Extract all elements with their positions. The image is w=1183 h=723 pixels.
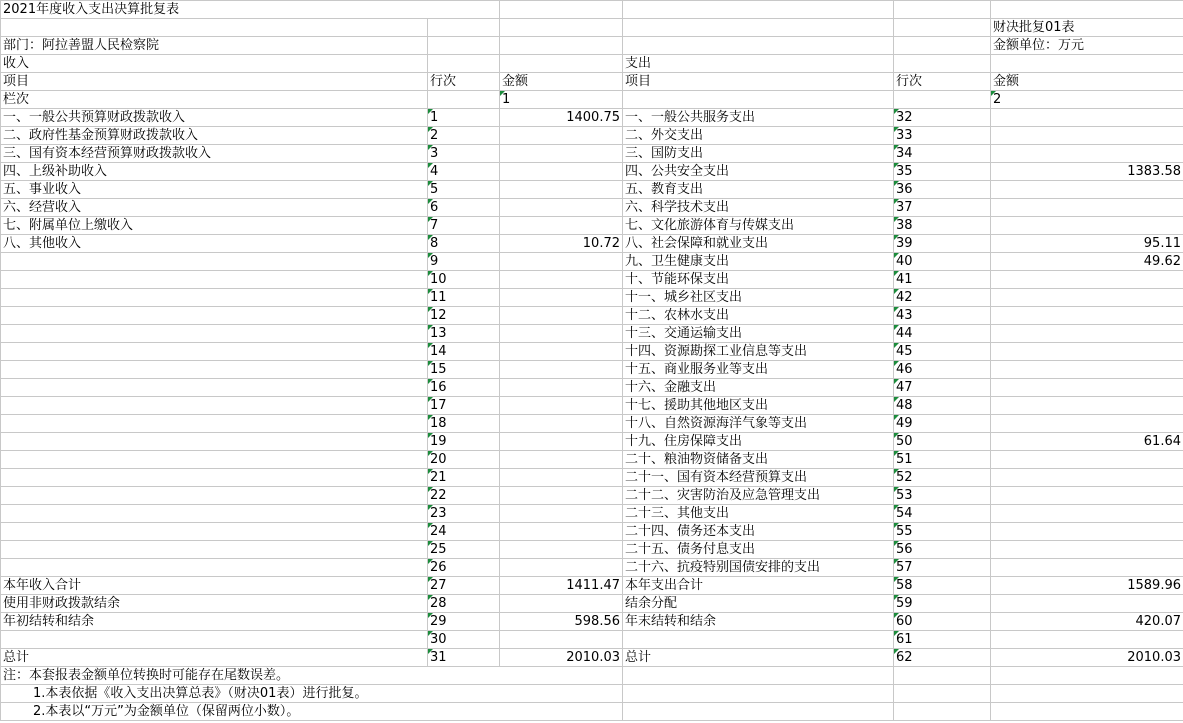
expense-item-cell[interactable]: 十、节能环保支出 [623, 271, 894, 289]
income-line-cell[interactable]: 4 [428, 163, 500, 181]
income-item-cell[interactable] [1, 631, 428, 649]
expense-line-cell[interactable]: 33 [894, 127, 991, 145]
income-line-cell[interactable]: 21 [428, 469, 500, 487]
income-item-cell[interactable] [1, 253, 428, 271]
income-item-cell[interactable] [1, 415, 428, 433]
expense-item-cell[interactable]: 八、社会保障和就业支出 [623, 235, 894, 253]
income-amount-cell[interactable] [500, 325, 623, 343]
income-line-cell[interactable]: 16 [428, 379, 500, 397]
expense-amount-cell[interactable]: 61.64 [991, 433, 1183, 451]
expense-item-cell[interactable]: 二十三、其他支出 [623, 505, 894, 523]
unit-label[interactable]: 金额单位：万元 [991, 37, 1183, 55]
expense-line-cell[interactable]: 51 [894, 451, 991, 469]
income-item-cell[interactable] [1, 559, 428, 577]
income-amount-cell[interactable] [500, 361, 623, 379]
income-amount-cell[interactable]: 10.72 [500, 235, 623, 253]
expense-item-cell[interactable]: 结余分配 [623, 595, 894, 613]
income-item-cell[interactable]: 五、事业收入 [1, 181, 428, 199]
expense-item-cell[interactable]: 二十六、抗疫特别国债安排的支出 [623, 559, 894, 577]
income-line-cell[interactable]: 22 [428, 487, 500, 505]
table-row [1, 523, 1183, 541]
table-row [1, 415, 1183, 433]
expense-amount-cell[interactable] [991, 109, 1183, 127]
expense-amount-cell[interactable] [991, 343, 1183, 361]
expense-line-cell[interactable]: 39 [894, 235, 991, 253]
table-row [1, 397, 1183, 415]
expense-amount-cell[interactable]: 49.62 [991, 253, 1183, 271]
income-item-cell[interactable] [1, 541, 428, 559]
income-line-cell[interactable]: 20 [428, 451, 500, 469]
income-line-cell[interactable]: 9 [428, 253, 500, 271]
income-line-cell[interactable]: 14 [428, 343, 500, 361]
expense-line-cell[interactable]: 62 [894, 649, 991, 667]
table-row [1, 433, 1183, 451]
income-amount-cell[interactable] [500, 415, 623, 433]
income-amount-cell[interactable] [500, 181, 623, 199]
expense-item-cell[interactable]: 十三、交通运输支出 [623, 325, 894, 343]
note-empty-cell[interactable] [894, 667, 991, 685]
expense-amount-cell[interactable] [991, 505, 1183, 523]
table-row [1, 361, 1183, 379]
income-amount-cell[interactable] [500, 595, 623, 613]
expense-amount-cell[interactable] [991, 487, 1183, 505]
income-line-cell[interactable]: 18 [428, 415, 500, 433]
expense-amount-cell[interactable] [991, 451, 1183, 469]
income-item-cell[interactable]: 二、政府性基金预算财政拨款收入 [1, 127, 428, 145]
expense-item-cell[interactable]: 年末结转和结余 [623, 613, 894, 631]
expense-item-cell[interactable]: 二十一、国有资本经营预算支出 [623, 469, 894, 487]
department-label[interactable]: 部门：阿拉善盟人民检察院 [1, 37, 428, 55]
income-line-cell[interactable]: 19 [428, 433, 500, 451]
note-empty-cell[interactable] [991, 667, 1183, 685]
table-row [1, 217, 1183, 235]
table-code[interactable]: 财决批复01表 [991, 19, 1183, 37]
income-line-header[interactable]: 行次 [428, 73, 500, 91]
income-amount-cell[interactable] [500, 307, 623, 325]
expense-line-cell[interactable]: 41 [894, 271, 991, 289]
expense-item-header[interactable]: 项目 [623, 73, 894, 91]
expense-amount-cell[interactable] [991, 127, 1183, 145]
expense-line-cell[interactable]: 43 [894, 307, 991, 325]
column-index-row [1, 91, 1183, 109]
income-amount-cell[interactable] [500, 451, 623, 469]
income-item-cell[interactable]: 本年收入合计 [1, 577, 428, 595]
expense-line-cell[interactable]: 36 [894, 181, 991, 199]
income-item-cell[interactable]: 使用非财政拨款结余 [1, 595, 428, 613]
note-empty-cell[interactable] [894, 703, 991, 721]
expense-line-cell[interactable]: 45 [894, 343, 991, 361]
note-empty-cell[interactable] [991, 685, 1183, 703]
expense-amount-cell[interactable] [991, 415, 1183, 433]
expense-line-cell[interactable]: 35 [894, 163, 991, 181]
note-empty-cell[interactable] [623, 685, 894, 703]
income-line-cell[interactable]: 29 [428, 613, 500, 631]
income-amount-header[interactable]: 金额 [500, 73, 623, 91]
expense-item-cell[interactable]: 二十五、债务付息支出 [623, 541, 894, 559]
income-item-cell[interactable] [1, 307, 428, 325]
expense-amount-cell[interactable]: 420.07 [991, 613, 1183, 631]
expense-item-cell[interactable]: 二十、粮油物资储备支出 [623, 451, 894, 469]
income-item-cell[interactable]: 总计 [1, 649, 428, 667]
income-amount-cell[interactable]: 1400.75 [500, 109, 623, 127]
table-row [1, 271, 1183, 289]
income-line-cell[interactable]: 23 [428, 505, 500, 523]
expense-line-cell[interactable]: 34 [894, 145, 991, 163]
expense-item-cell[interactable]: 十六、金融支出 [623, 379, 894, 397]
expense-amount-cell[interactable] [991, 379, 1183, 397]
expense-item-cell[interactable]: 五、教育支出 [623, 181, 894, 199]
expense-amount-cell[interactable] [991, 541, 1183, 559]
income-amount-cell[interactable] [500, 541, 623, 559]
table-row [1, 649, 1183, 667]
income-item-cell[interactable] [1, 397, 428, 415]
income-item-cell[interactable] [1, 325, 428, 343]
income-item-cell[interactable] [1, 523, 428, 541]
expense-item-cell[interactable]: 十九、住房保障支出 [623, 433, 894, 451]
income-item-cell[interactable]: 七、附属单位上缴收入 [1, 217, 428, 235]
table-row [1, 199, 1183, 217]
income-line-cell[interactable]: 7 [428, 217, 500, 235]
expense-line-cell[interactable]: 40 [894, 253, 991, 271]
expense-item-cell[interactable]: 十八、自然资源海洋气象等支出 [623, 415, 894, 433]
note-row [1, 703, 1183, 721]
expense-column-index[interactable]: 2 [991, 91, 1183, 109]
income-item-cell[interactable] [1, 487, 428, 505]
income-section-label[interactable]: 收入 [1, 55, 428, 73]
expense-line-cell[interactable]: 38 [894, 217, 991, 235]
expense-line-cell[interactable]: 47 [894, 379, 991, 397]
income-amount-cell[interactable] [500, 253, 623, 271]
income-item-cell[interactable]: 年初结转和结余 [1, 613, 428, 631]
expense-line-cell[interactable]: 59 [894, 595, 991, 613]
expense-line-cell[interactable]: 53 [894, 487, 991, 505]
table-row [1, 181, 1183, 199]
income-item-cell[interactable] [1, 379, 428, 397]
expense-amount-cell[interactable]: 1383.58 [991, 163, 1183, 181]
expense-line-cell[interactable]: 60 [894, 613, 991, 631]
income-amount-cell[interactable] [500, 469, 623, 487]
income-amount-cell[interactable] [500, 379, 623, 397]
column-index-label[interactable]: 栏次 [1, 91, 428, 109]
income-item-cell[interactable]: 三、国有资本经营预算财政拨款收入 [1, 145, 428, 163]
expense-line-cell[interactable]: 55 [894, 523, 991, 541]
expense-amount-cell[interactable] [991, 325, 1183, 343]
expense-line-cell[interactable]: 61 [894, 631, 991, 649]
expense-item-cell[interactable]: 十五、商业服务业等支出 [623, 361, 894, 379]
expense-amount-cell[interactable] [991, 199, 1183, 217]
income-item-cell[interactable] [1, 271, 428, 289]
table-row [1, 325, 1183, 343]
income-amount-cell[interactable] [500, 199, 623, 217]
expense-amount-cell[interactable] [991, 595, 1183, 613]
table-row [1, 163, 1183, 181]
note-text[interactable]: 2.本表以“万元”为金额单位（保留两位小数）。 [1, 703, 623, 721]
expense-amount-cell[interactable] [991, 523, 1183, 541]
income-line-cell[interactable]: 3 [428, 145, 500, 163]
income-line-cell[interactable]: 26 [428, 559, 500, 577]
table-row [1, 307, 1183, 325]
expense-line-cell[interactable]: 58 [894, 577, 991, 595]
income-line-cell[interactable]: 13 [428, 325, 500, 343]
expense-item-cell[interactable]: 二十四、债务还本支出 [623, 523, 894, 541]
income-amount-cell[interactable] [500, 127, 623, 145]
note-text[interactable]: 1.本表依据《收入支出决算总表》（财决01表）进行批复。 [1, 685, 623, 703]
expense-line-cell[interactable]: 32 [894, 109, 991, 127]
expense-item-cell[interactable]: 二、外交支出 [623, 127, 894, 145]
income-amount-cell[interactable] [500, 163, 623, 181]
income-line-cell[interactable]: 8 [428, 235, 500, 253]
expense-amount-cell[interactable] [991, 271, 1183, 289]
table-row [1, 235, 1183, 253]
income-item-cell[interactable] [1, 289, 428, 307]
expense-item-cell[interactable]: 总计 [623, 649, 894, 667]
income-line-cell[interactable]: 1 [428, 109, 500, 127]
expense-amount-cell[interactable] [991, 397, 1183, 415]
income-item-cell[interactable] [1, 505, 428, 523]
expense-line-cell[interactable]: 46 [894, 361, 991, 379]
expense-amount-cell[interactable] [991, 307, 1183, 325]
table-row [1, 505, 1183, 523]
income-line-cell[interactable]: 24 [428, 523, 500, 541]
sheet-title[interactable]: 2021年度收入支出决算批复表 [1, 1, 500, 19]
expense-item-cell[interactable]: 一、一般公共服务支出 [623, 109, 894, 127]
income-line-cell[interactable]: 2 [428, 127, 500, 145]
expense-amount-header[interactable]: 金额 [991, 73, 1183, 91]
expense-item-cell[interactable]: 六、科学技术支出 [623, 199, 894, 217]
income-amount-cell[interactable]: 598.56 [500, 613, 623, 631]
income-amount-cell[interactable]: 1411.47 [500, 577, 623, 595]
expense-amount-cell[interactable] [991, 361, 1183, 379]
expense-amount-cell[interactable]: 95.11 [991, 235, 1183, 253]
income-line-cell[interactable]: 12 [428, 307, 500, 325]
income-column-index[interactable]: 1 [500, 91, 623, 109]
table-row [1, 253, 1183, 271]
income-amount-cell[interactable] [500, 217, 623, 235]
income-amount-cell[interactable] [500, 145, 623, 163]
income-amount-cell[interactable] [500, 487, 623, 505]
income-item-cell[interactable]: 一、一般公共预算财政拨款收入 [1, 109, 428, 127]
income-item-cell[interactable]: 六、经营收入 [1, 199, 428, 217]
expense-item-cell[interactable]: 本年支出合计 [623, 577, 894, 595]
expense-item-cell[interactable]: 十二、农林水支出 [623, 307, 894, 325]
expense-amount-cell[interactable] [991, 217, 1183, 235]
expense-line-cell[interactable]: 54 [894, 505, 991, 523]
income-amount-cell[interactable]: 2010.03 [500, 649, 623, 667]
table-row [1, 109, 1183, 127]
note-row [1, 685, 1183, 703]
table-row [1, 595, 1183, 613]
table-row [1, 145, 1183, 163]
expense-item-cell[interactable]: 九、卫生健康支出 [623, 253, 894, 271]
note-text[interactable]: 注：本套报表金额单位转换时可能存在尾数误差。 [1, 667, 623, 685]
expense-line-cell[interactable]: 48 [894, 397, 991, 415]
table-row [1, 379, 1183, 397]
expense-item-cell[interactable]: 十四、资源勘探工业信息等支出 [623, 343, 894, 361]
income-line-cell[interactable]: 10 [428, 271, 500, 289]
income-line-cell[interactable]: 30 [428, 631, 500, 649]
expense-amount-cell[interactable] [991, 469, 1183, 487]
income-item-cell[interactable] [1, 469, 428, 487]
income-item-cell[interactable] [1, 451, 428, 469]
income-line-cell[interactable]: 27 [428, 577, 500, 595]
expense-line-header[interactable]: 行次 [894, 73, 991, 91]
table-row [1, 541, 1183, 559]
expense-amount-cell[interactable] [991, 289, 1183, 307]
income-line-cell[interactable]: 25 [428, 541, 500, 559]
table-row [1, 289, 1183, 307]
header-row [1, 73, 1183, 91]
income-line-cell[interactable]: 28 [428, 595, 500, 613]
section-row [1, 55, 1183, 73]
table-row [1, 577, 1183, 595]
income-line-cell[interactable]: 5 [428, 181, 500, 199]
income-line-cell[interactable]: 6 [428, 199, 500, 217]
title-row [1, 1, 1183, 19]
expense-line-cell[interactable]: 56 [894, 541, 991, 559]
expense-line-cell[interactable]: 44 [894, 325, 991, 343]
expense-line-cell[interactable]: 50 [894, 433, 991, 451]
table-row [1, 469, 1183, 487]
expense-item-cell[interactable] [623, 631, 894, 649]
income-item-cell[interactable] [1, 361, 428, 379]
income-amount-cell[interactable] [500, 343, 623, 361]
expense-amount-cell[interactable] [991, 145, 1183, 163]
expense-item-cell[interactable]: 十一、城乡社区支出 [623, 289, 894, 307]
income-item-cell[interactable] [1, 433, 428, 451]
table-row [1, 127, 1183, 145]
expense-line-cell[interactable]: 57 [894, 559, 991, 577]
income-amount-cell[interactable] [500, 631, 623, 649]
income-amount-cell[interactable] [500, 271, 623, 289]
table-row [1, 559, 1183, 577]
table-row [1, 343, 1183, 361]
income-item-cell[interactable]: 八、其他收入 [1, 235, 428, 253]
expense-item-cell[interactable]: 四、公共安全支出 [623, 163, 894, 181]
table-row [1, 613, 1183, 631]
income-line-cell[interactable]: 11 [428, 289, 500, 307]
expense-line-cell[interactable]: 49 [894, 415, 991, 433]
income-item-header[interactable]: 项目 [1, 73, 428, 91]
income-amount-cell[interactable] [500, 289, 623, 307]
income-amount-cell[interactable] [500, 523, 623, 541]
expense-item-cell[interactable]: 二十二、灾害防治及应急管理支出 [623, 487, 894, 505]
income-line-cell[interactable]: 17 [428, 397, 500, 415]
expense-amount-cell[interactable] [991, 559, 1183, 577]
expense-line-cell[interactable]: 52 [894, 469, 991, 487]
expense-amount-cell[interactable]: 1589.96 [991, 577, 1183, 595]
income-item-cell[interactable]: 四、上级补助收入 [1, 163, 428, 181]
note-empty-cell[interactable] [894, 685, 991, 703]
note-row [1, 667, 1183, 685]
income-line-cell[interactable]: 15 [428, 361, 500, 379]
expense-amount-cell[interactable] [991, 181, 1183, 199]
table-row [1, 451, 1183, 469]
expense-section-label[interactable]: 支出 [623, 55, 894, 73]
income-amount-cell[interactable] [500, 505, 623, 523]
department-row [1, 37, 1183, 55]
table-row [1, 631, 1183, 649]
table-row [1, 487, 1183, 505]
note-empty-cell[interactable] [991, 703, 1183, 721]
code-row [1, 19, 1183, 37]
income-amount-cell[interactable] [500, 559, 623, 577]
expense-line-cell[interactable]: 42 [894, 289, 991, 307]
expense-item-cell[interactable]: 十七、援助其他地区支出 [623, 397, 894, 415]
expense-amount-cell[interactable] [991, 631, 1183, 649]
expense-item-cell[interactable]: 七、文化旅游体育与传媒支出 [623, 217, 894, 235]
income-line-cell[interactable]: 31 [428, 649, 500, 667]
note-empty-cell[interactable] [623, 703, 894, 721]
expense-item-cell[interactable]: 三、国防支出 [623, 145, 894, 163]
note-empty-cell[interactable] [623, 667, 894, 685]
income-item-cell[interactable] [1, 343, 428, 361]
expense-amount-cell[interactable]: 2010.03 [991, 649, 1183, 667]
income-amount-cell[interactable] [500, 397, 623, 415]
income-amount-cell[interactable] [500, 433, 623, 451]
expense-line-cell[interactable]: 37 [894, 199, 991, 217]
